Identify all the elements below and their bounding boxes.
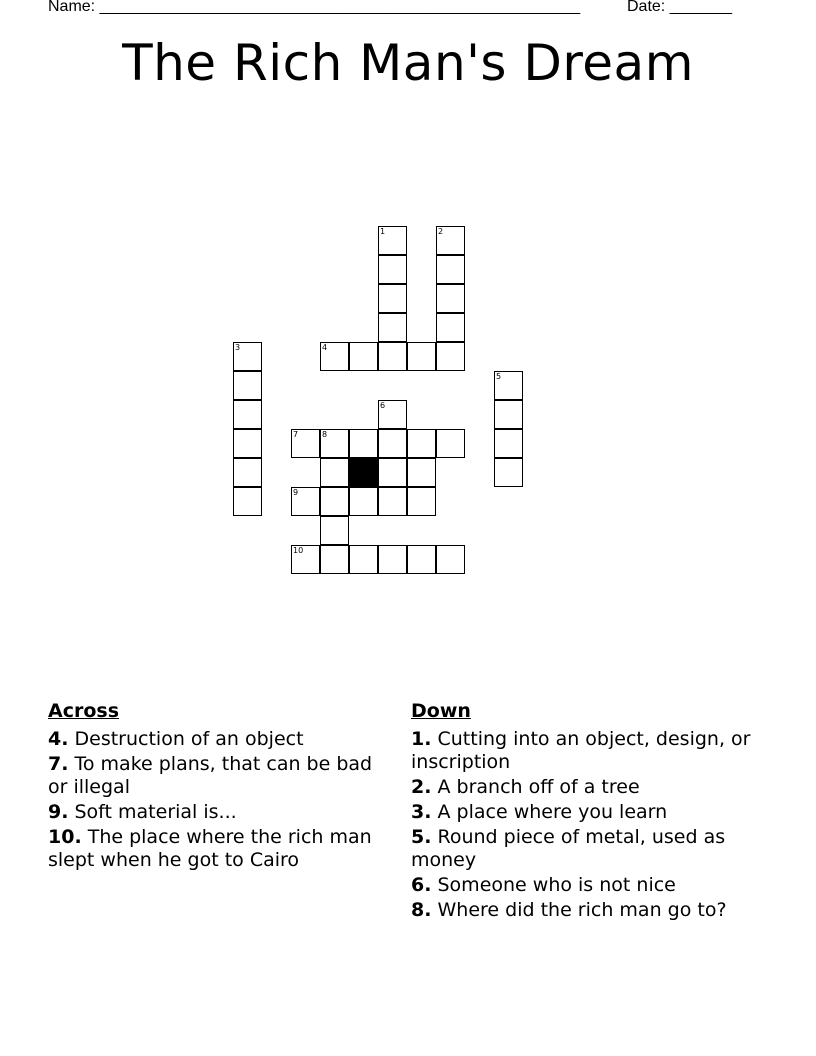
crossword-cell[interactable] bbox=[291, 545, 320, 574]
crossword-cell[interactable] bbox=[349, 545, 378, 574]
clue-number: 3. bbox=[411, 801, 432, 823]
clue-number: 5. bbox=[411, 826, 432, 848]
clue-text: Someone who is not nice bbox=[437, 874, 676, 896]
clue-number: 7. bbox=[48, 753, 69, 775]
clue-text: A branch off of a tree bbox=[437, 776, 640, 798]
crossword-cell[interactable] bbox=[494, 429, 523, 458]
crossword-cell[interactable] bbox=[436, 313, 465, 342]
clue-item bbox=[411, 776, 751, 799]
crossword-cell[interactable] bbox=[320, 458, 349, 487]
crossword-cell[interactable] bbox=[233, 371, 262, 400]
crossword-cell[interactable] bbox=[407, 458, 436, 487]
clue-item bbox=[48, 728, 393, 751]
crossword-cell[interactable] bbox=[436, 429, 465, 458]
crossword-cell[interactable] bbox=[407, 429, 436, 458]
crossword-cell[interactable] bbox=[233, 429, 262, 458]
crossword-cell[interactable] bbox=[233, 342, 262, 371]
crossword-cell[interactable] bbox=[378, 545, 407, 574]
clue-number: 8. bbox=[411, 899, 432, 921]
across-heading: Across bbox=[48, 700, 120, 722]
clue-number-label: 6 bbox=[380, 401, 386, 410]
crossword-cell[interactable] bbox=[349, 429, 378, 458]
crossword-cell[interactable] bbox=[436, 284, 465, 313]
crossword-cell[interactable] bbox=[349, 342, 378, 371]
clue-item bbox=[48, 826, 393, 872]
crossword-cell[interactable] bbox=[436, 342, 465, 371]
crossword-cell[interactable] bbox=[407, 487, 436, 516]
crossword-cell[interactable] bbox=[291, 487, 320, 516]
down-clues bbox=[411, 700, 751, 924]
clue-item bbox=[411, 899, 751, 922]
clue-number-label: 7 bbox=[293, 430, 299, 439]
date-field-label: Date: _______ bbox=[627, 0, 732, 15]
crossword-cell[interactable] bbox=[436, 226, 465, 255]
clue-number-label: 2 bbox=[438, 227, 444, 236]
crossword-cell[interactable] bbox=[320, 342, 349, 371]
page-title: The Rich Man's Dream bbox=[122, 34, 694, 92]
clue-text: Destruction of an object bbox=[74, 728, 304, 750]
crossword-cell[interactable] bbox=[378, 226, 407, 255]
crossword-cell[interactable] bbox=[378, 313, 407, 342]
clue-item bbox=[48, 753, 393, 799]
down-heading: Down bbox=[411, 700, 471, 722]
crossword-cell[interactable] bbox=[378, 400, 407, 429]
clue-number: 2. bbox=[411, 776, 432, 798]
crossword-cell[interactable] bbox=[407, 545, 436, 574]
crossword-cell[interactable] bbox=[320, 516, 349, 545]
across-clues bbox=[48, 700, 393, 874]
clue-item bbox=[411, 728, 751, 774]
crossword-cell[interactable] bbox=[494, 400, 523, 429]
crossword-cell[interactable] bbox=[407, 342, 436, 371]
clue-number: 1. bbox=[411, 728, 432, 750]
clue-number: 10. bbox=[48, 826, 82, 848]
crossword-cell[interactable] bbox=[378, 284, 407, 313]
crossword-cell[interactable] bbox=[233, 458, 262, 487]
name-field-label: Name: ______________________________________________________ bbox=[48, 0, 581, 15]
crossword-cell[interactable] bbox=[378, 458, 407, 487]
clue-item bbox=[48, 801, 393, 824]
clue-text: Cutting into an object, design, or inscription bbox=[411, 728, 751, 773]
clue-item bbox=[411, 826, 751, 872]
clue-item bbox=[411, 874, 751, 897]
clue-text: To make plans, that can be bad or illegal bbox=[48, 753, 373, 798]
black-cell bbox=[349, 458, 378, 487]
clue-number: 6. bbox=[411, 874, 432, 896]
clue-text: Round piece of metal, used as money bbox=[411, 826, 726, 871]
clue-item bbox=[411, 801, 751, 824]
crossword-cell[interactable] bbox=[378, 342, 407, 371]
crossword-cell[interactable] bbox=[320, 429, 349, 458]
clue-number-label: 1 bbox=[380, 227, 386, 236]
crossword-cell[interactable] bbox=[320, 487, 349, 516]
clue-number-label: 8 bbox=[322, 430, 328, 439]
clue-text: The place where the rich man slept when he got to Cairo bbox=[48, 826, 372, 871]
clue-number-label: 3 bbox=[235, 343, 241, 352]
clue-number: 9. bbox=[48, 801, 69, 823]
crossword-cell[interactable] bbox=[494, 458, 523, 487]
crossword-cell[interactable] bbox=[436, 545, 465, 574]
clue-text: Where did the rich man go to? bbox=[437, 899, 727, 921]
clue-number: 4. bbox=[48, 728, 69, 750]
clue-text: Soft material is... bbox=[74, 801, 237, 823]
crossword-cell[interactable] bbox=[378, 255, 407, 284]
clue-number-label: 9 bbox=[293, 488, 299, 497]
crossword-cell[interactable] bbox=[233, 487, 262, 516]
crossword-cell[interactable] bbox=[349, 487, 378, 516]
crossword-cell[interactable] bbox=[233, 400, 262, 429]
clue-text: A place where you learn bbox=[437, 801, 668, 823]
crossword-cell[interactable] bbox=[436, 255, 465, 284]
clue-number-label: 4 bbox=[322, 343, 328, 352]
crossword-cell[interactable] bbox=[320, 545, 349, 574]
clue-number-label: 10 bbox=[293, 546, 304, 555]
crossword-cell[interactable] bbox=[494, 371, 523, 400]
crossword-cell[interactable] bbox=[378, 429, 407, 458]
clue-number-label: 5 bbox=[496, 372, 502, 381]
crossword-cell[interactable] bbox=[378, 487, 407, 516]
crossword-cell[interactable] bbox=[291, 429, 320, 458]
